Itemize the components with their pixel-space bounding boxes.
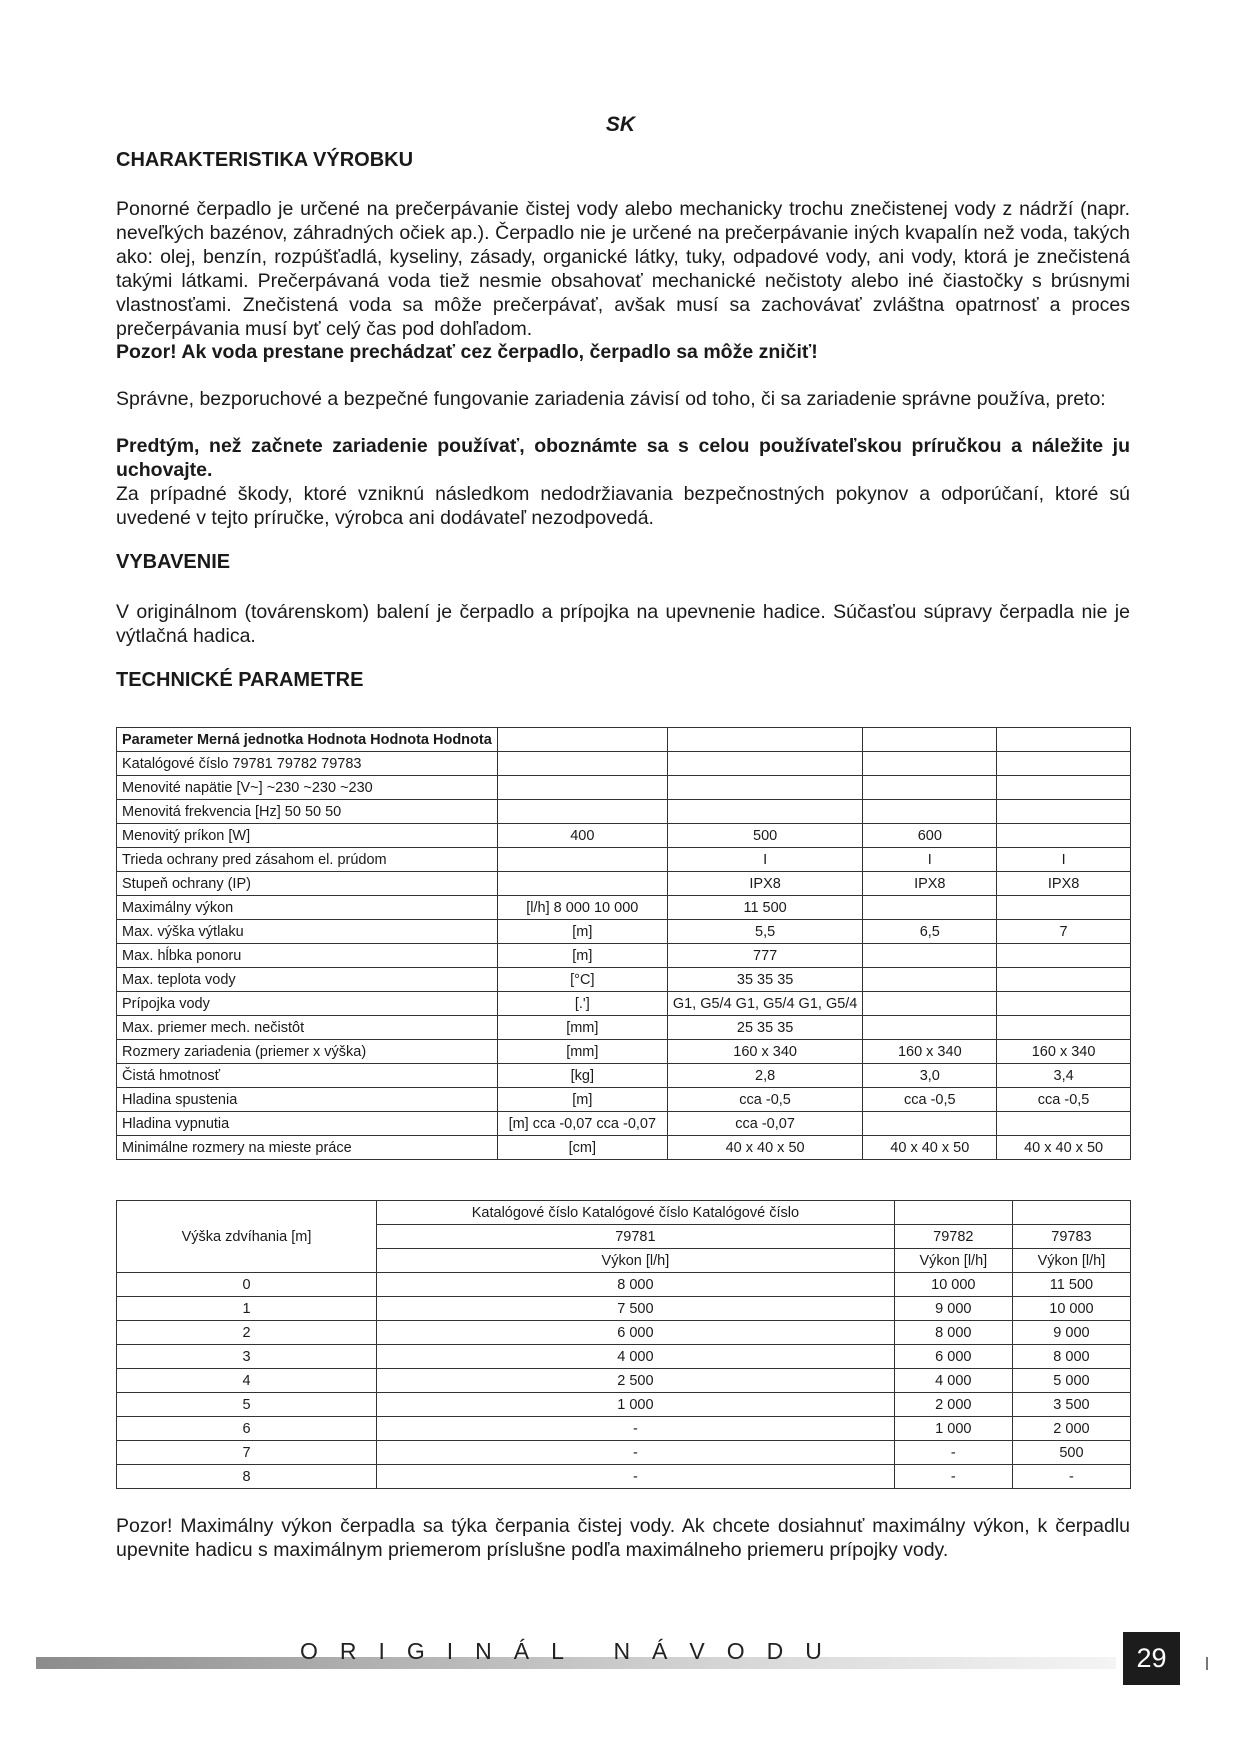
tech-cell-c: 160 x 340 xyxy=(997,1040,1131,1064)
tech-cell-b: 6,5 xyxy=(863,920,997,944)
tech-cell-u: [l/h] 8 000 10 000 xyxy=(497,896,667,920)
tech-cell-u: [kg] xyxy=(497,1064,667,1088)
lift-height-value: 3 xyxy=(117,1345,377,1369)
flow-value: - xyxy=(894,1465,1012,1489)
flow-value: 10 000 xyxy=(1012,1297,1130,1321)
tech-cell-u: [m] xyxy=(497,920,667,944)
tech-cell-p: Minimálne rozmery na mieste práce xyxy=(117,1136,498,1160)
model-number: 79781 xyxy=(377,1225,895,1249)
perf-row xyxy=(117,1465,1131,1489)
tech-row xyxy=(117,1136,1131,1160)
tech-header-empty xyxy=(497,728,667,752)
flow-value: 6 000 xyxy=(894,1345,1012,1369)
tech-cell-c: cca -0,5 xyxy=(997,1088,1131,1112)
tech-cell-a: I xyxy=(667,848,863,872)
tech-cell-a: 5,5 xyxy=(667,920,863,944)
tech-cell-p: Max. priemer mech. nečistôt xyxy=(117,1016,498,1040)
lift-height-header: Výška zdvíhania [m] xyxy=(117,1201,377,1273)
perf-row xyxy=(117,1369,1131,1393)
tech-header-empty xyxy=(667,728,863,752)
tech-row xyxy=(117,1016,1131,1040)
tech-cell-p: Menovitá frekvencia [Hz] 50 50 50 xyxy=(117,800,498,824)
flow-value: 11 500 xyxy=(1012,1273,1130,1297)
tech-cell-u: [°C] xyxy=(497,968,667,992)
tech-row xyxy=(117,752,1131,776)
performance-table xyxy=(116,1200,1131,1489)
flow-value: 4 000 xyxy=(894,1369,1012,1393)
tech-row xyxy=(117,992,1131,1016)
unit-label: Výkon [l/h] xyxy=(1012,1249,1130,1273)
perf-row xyxy=(117,1345,1131,1369)
lift-height-value: 2 xyxy=(117,1321,377,1345)
flow-value: 6 000 xyxy=(377,1321,895,1345)
tech-cell-p: Hladina spustenia xyxy=(117,1088,498,1112)
footer-tick xyxy=(1206,1657,1208,1670)
page-number: 29 xyxy=(1123,1632,1180,1685)
tech-row xyxy=(117,968,1131,992)
perf-row xyxy=(117,1393,1131,1417)
tech-cell-a: 500 xyxy=(667,824,863,848)
tech-cell-b: IPX8 xyxy=(863,872,997,896)
tech-cell-u xyxy=(497,752,667,776)
tech-cell-c: IPX8 xyxy=(997,872,1131,896)
tech-cell-b: 600 xyxy=(863,824,997,848)
tech-cell-a xyxy=(667,752,863,776)
tech-cell-b xyxy=(863,1016,997,1040)
lift-height-value: 7 xyxy=(117,1441,377,1465)
tech-cell-b xyxy=(863,992,997,1016)
tech-cell-b xyxy=(863,800,997,824)
perf-header-empty xyxy=(1012,1201,1130,1225)
tech-cell-b: I xyxy=(863,848,997,872)
tech-row xyxy=(117,872,1131,896)
tech-cell-p: Prípojka vody xyxy=(117,992,498,1016)
flow-value: 2 500 xyxy=(377,1369,895,1393)
tech-row xyxy=(117,800,1131,824)
footer-title: ORIGINÁL NÁVODU xyxy=(300,1638,844,1664)
tech-cell-u: [.'] xyxy=(497,992,667,1016)
tech-cell-a: IPX8 xyxy=(667,872,863,896)
tech-cell-c xyxy=(997,968,1131,992)
tech-cell-a: cca -0,5 xyxy=(667,1088,863,1112)
tech-cell-c: 3,4 xyxy=(997,1064,1131,1088)
tech-header-empty xyxy=(863,728,997,752)
tech-row xyxy=(117,1088,1131,1112)
tech-cell-c xyxy=(997,1112,1131,1136)
tech-row xyxy=(117,824,1131,848)
perf-header-empty xyxy=(894,1201,1012,1225)
tech-cell-p: Max. výška výtlaku xyxy=(117,920,498,944)
tech-cell-b: 40 x 40 x 50 xyxy=(863,1136,997,1160)
tech-header-row xyxy=(117,728,1131,752)
flow-value: 2 000 xyxy=(894,1393,1012,1417)
tech-cell-b xyxy=(863,1112,997,1136)
model-number: 79782 xyxy=(894,1225,1012,1249)
tech-cell-a: 777 xyxy=(667,944,863,968)
flow-value: 4 000 xyxy=(377,1345,895,1369)
tech-cell-c xyxy=(997,992,1131,1016)
tech-cell-u: 400 xyxy=(497,824,667,848)
lift-height-value: 6 xyxy=(117,1417,377,1441)
perf-row xyxy=(117,1417,1131,1441)
flow-value: 1 000 xyxy=(377,1393,895,1417)
tech-cell-c xyxy=(997,752,1131,776)
tech-cell-a: G1, G5/4 G1, G5/4 G1, G5/4 xyxy=(667,992,863,1016)
tech-cell-a: 35 35 35 xyxy=(667,968,863,992)
tech-cell-u: [m] xyxy=(497,944,667,968)
flow-value: 8 000 xyxy=(894,1321,1012,1345)
flow-value: - xyxy=(377,1465,895,1489)
characteristics-paragraph: Ponorné čerpadlo je určené na prečerpávanie čistej vody alebo mechanicky trochu znečistenej vody z nádrží (napr. neveľkých bazénov, záhradných očiek ap.). Čerpadlo nie je určené na prečerpávanie iných kvapalín než voda, takých ako: olej, benzín, rozpúšťadlá, kyseliny, zásady, organické látky, tuky, odpadové vody, ani vody, ktorá je znečistená takými látkami. Prečerpávaná voda tiež nesmie obsahovať mechanické nečistoty alebo iné čiastočky s brúsnymi vlastnosťami. Znečistená voda sa môže prečerpávať, avšak musí sa zachovávať zvláštna opatrnosť a proces prečerpávania musí byť celý čas pod dohľadom. xyxy=(116,198,1130,340)
tech-cell-b xyxy=(863,752,997,776)
lift-height-value: 8 xyxy=(117,1465,377,1489)
tech-cell-c xyxy=(997,1016,1131,1040)
tech-cell-a: 2,8 xyxy=(667,1064,863,1088)
tech-row xyxy=(117,1040,1131,1064)
tech-cell-b: cca -0,5 xyxy=(863,1088,997,1112)
tech-cell-p: Stupeň ochrany (IP) xyxy=(117,872,498,896)
lift-height-value: 5 xyxy=(117,1393,377,1417)
lift-height-value: 1 xyxy=(117,1297,377,1321)
tech-cell-a: 11 500 xyxy=(667,896,863,920)
tech-cell-u xyxy=(497,872,667,896)
unit-label: Výkon [l/h] xyxy=(377,1249,895,1273)
flow-value: 2 000 xyxy=(1012,1417,1130,1441)
catalog-header: Katalógové číslo Katalógové číslo Katalógové číslo xyxy=(377,1201,895,1225)
tech-cell-a: 40 x 40 x 50 xyxy=(667,1136,863,1160)
tech-header-cell: Parameter Merná jednotka Hodnota Hodnota Hodnota xyxy=(117,728,498,752)
tech-cell-c xyxy=(997,776,1131,800)
tech-cell-u: [m] cca -0,07 cca -0,07 xyxy=(497,1112,667,1136)
tech-cell-a: 160 x 340 xyxy=(667,1040,863,1064)
tech-cell-p: Hladina vypnutia xyxy=(117,1112,498,1136)
perf-row xyxy=(117,1321,1131,1345)
section-title-technical: TECHNICKÉ PARAMETRE xyxy=(116,669,364,691)
tech-cell-u: [mm] xyxy=(497,1016,667,1040)
perf-row xyxy=(117,1273,1131,1297)
flow-value: 8 000 xyxy=(377,1273,895,1297)
tech-cell-c: 40 x 40 x 50 xyxy=(997,1136,1131,1160)
unit-label: Výkon [l/h] xyxy=(894,1249,1012,1273)
tech-cell-b xyxy=(863,776,997,800)
flow-value: - xyxy=(1012,1465,1130,1489)
tech-cell-c: I xyxy=(997,848,1131,872)
tech-row xyxy=(117,1112,1131,1136)
tech-cell-b: 3,0 xyxy=(863,1064,997,1088)
tech-cell-p: Čistá hmotnosť xyxy=(117,1064,498,1088)
tech-cell-p: Menovité napätie [V~] ~230 ~230 ~230 xyxy=(117,776,498,800)
tech-row xyxy=(117,848,1131,872)
tech-cell-b xyxy=(863,968,997,992)
flow-value: 9 000 xyxy=(1012,1321,1130,1345)
flow-value: 9 000 xyxy=(894,1297,1012,1321)
tech-cell-b xyxy=(863,896,997,920)
tech-cell-b xyxy=(863,944,997,968)
lift-height-value: 4 xyxy=(117,1369,377,1393)
manual-note: Predtým, než začnete zariadenie používať, oboznámte sa s celou používateľskou príručkou a náležite ju uchovajte. xyxy=(116,435,1130,481)
tech-cell-a xyxy=(667,776,863,800)
tech-cell-p: Trieda ochrany pred zásahom el. prúdom xyxy=(117,848,498,872)
tech-cell-c xyxy=(997,896,1131,920)
language-code: SK xyxy=(605,113,636,136)
flow-value: 5 000 xyxy=(1012,1369,1130,1393)
section-title-equipment: VYBAVENIE xyxy=(116,551,231,573)
tech-cell-p: Max. teplota vody xyxy=(117,968,498,992)
tech-cell-c xyxy=(997,944,1131,968)
perf-row xyxy=(117,1441,1131,1465)
flow-value: 7 500 xyxy=(377,1297,895,1321)
tech-cell-u: [m] xyxy=(497,1088,667,1112)
lift-height-value: 0 xyxy=(117,1273,377,1297)
technical-parameters-table xyxy=(116,727,1131,1160)
liability-paragraph: Za prípadné škody, ktoré vzniknú následkom nedodržiavania bezpečnostných pokynov a odporúčaní, ktoré sú uvedené v tejto príručke, výrobca ani dodávateľ nezodpovedá. xyxy=(116,483,1130,529)
tech-row xyxy=(117,776,1131,800)
tech-cell-p: Max. hĺbka ponoru xyxy=(117,944,498,968)
tech-cell-u xyxy=(497,800,667,824)
tech-row xyxy=(117,1064,1131,1088)
tech-cell-p: Katalógové číslo 79781 79782 79783 xyxy=(117,752,498,776)
tech-cell-u: [cm] xyxy=(497,1136,667,1160)
flow-value: 3 500 xyxy=(1012,1393,1130,1417)
flow-value: 1 000 xyxy=(894,1417,1012,1441)
perf-row xyxy=(117,1297,1131,1321)
closing-note: Pozor! Maximálny výkon čerpadla sa týka čerpania čistej vody. Ak chcete dosiahnuť maximálny výkon, k čerpadlu upevnite hadicu s maximálnym priemerom príslušne podľa maximálneho priemeru prípojky vody. xyxy=(116,1515,1130,1561)
tech-header-empty xyxy=(997,728,1131,752)
tech-cell-u xyxy=(497,776,667,800)
tech-cell-p: Rozmery zariadenia (priemer x výška) xyxy=(117,1040,498,1064)
section-title-characteristics: CHARAKTERISTIKA VÝROBKU xyxy=(116,149,414,171)
model-number: 79783 xyxy=(1012,1225,1130,1249)
tech-cell-a: cca -0,07 xyxy=(667,1112,863,1136)
tech-cell-c: 7 xyxy=(997,920,1131,944)
flow-value: - xyxy=(894,1441,1012,1465)
tech-cell-c xyxy=(997,824,1131,848)
tech-cell-b: 160 x 340 xyxy=(863,1040,997,1064)
equipment-paragraph: V originálnom (továrenskom) balení je čerpadlo a prípojka na upevnenie hadice. Súčasťou súpravy čerpadla nie je výtlačná hadica. xyxy=(116,601,1130,647)
warning-text: Pozor! Ak voda prestane prechádzať cez čerpadlo, čerpadlo sa môže zničiť! xyxy=(116,341,818,363)
tech-cell-u xyxy=(497,848,667,872)
tech-cell-a xyxy=(667,800,863,824)
tech-cell-p: Maximálny výkon xyxy=(117,896,498,920)
tech-cell-p: Menovitý príkon [W] xyxy=(117,824,498,848)
tech-cell-a: 25 35 35 xyxy=(667,1016,863,1040)
tech-row xyxy=(117,920,1131,944)
flow-value: 10 000 xyxy=(894,1273,1012,1297)
tech-row xyxy=(117,896,1131,920)
flow-value: - xyxy=(377,1441,895,1465)
perf-header-row xyxy=(117,1201,1131,1225)
flow-value: - xyxy=(377,1417,895,1441)
tech-cell-c xyxy=(997,800,1131,824)
tech-cell-u: [mm] xyxy=(497,1040,667,1064)
flow-value: 500 xyxy=(1012,1441,1130,1465)
usage-paragraph: Správne, bezporuchové a bezpečné fungovanie zariadenia závisí od toho, či sa zariadenie správne používa, preto: xyxy=(116,388,1106,410)
tech-row xyxy=(117,944,1131,968)
flow-value: 8 000 xyxy=(1012,1345,1130,1369)
